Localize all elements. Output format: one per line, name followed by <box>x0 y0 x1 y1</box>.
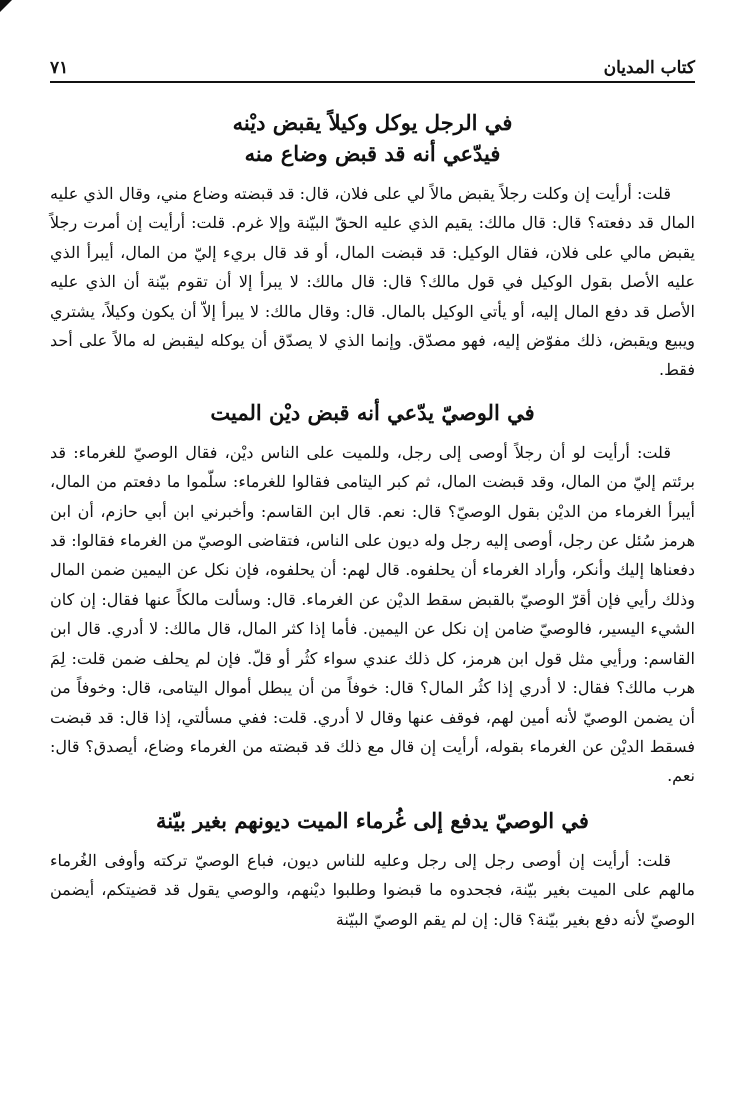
section-title-line: فيدّعي أنه قد قبض وضاع منه <box>244 141 501 166</box>
section-title-agent <box>50 107 695 169</box>
page-header <box>50 48 695 83</box>
book-page <box>50 48 695 934</box>
section-paragraph-agent: قلت: أرأيت إن وكلت رجلاً يقبض مالاً لي على فلان، قال: قد قبضته وضاع مني، وقال الذي عليه المال قد دفعته؟ قال: قال مالك: يقيم الذي عليه الحقّ البيّنة وإلا غرم. قلت: أرأيت إن أمرت رجلاً يقبض مالي على فلان، فقال الوكيل: قد قبضت المال، أو قد قال بريء إليّ من المال، أيبرأ الذي عليه الأصل بقول الوكيل في قول مالك؟ قال: قال مالك: لا يبرأ إلا أن تقوم بيّنة أن الذي عليه الأصل قد دفع المال إليه، أو يأتي الوكيل بالمال. قال: وقال مالك: لا يبرأ إلاّ أن يكون وكيلاً، يشتري ويبيع ويقبض، ذلك مفوّض إليه، فهو مصدّق. وإنما الذي لا يصدّق أن يوكله ليقبض له مالاً على أحد فقط. <box>50 184 695 380</box>
section-title-line: في الوصيّ يدّعي أنه قبض دیْن الميت <box>210 399 535 425</box>
book-title: كتاب المديان <box>603 58 695 78</box>
page-corner-mark <box>0 0 12 12</box>
section-title-line: في الوصيّ يدفع إلى غُرماء الميت ديونهم بغير بيّنة <box>156 807 589 833</box>
section-title-line: في الرجل يوكل وكيلاً يقبض ديْنه <box>232 110 513 135</box>
page-number: ٧١ <box>50 58 69 78</box>
section-title-executor-pays <box>50 805 695 836</box>
section-paragraph-executor-claims: قلت: أرأيت لو أن رجلاً أوصى إلى رجل، وللميت على الناس ديْن، فقال الوصيّ للغرماء: قد برئتم إليّ من المال، وقد قبضت المال، ثم كبر اليتامى فقالوا للغرماء: سلّموا ما دفعتم من المال، أيبرأ الغرماء من الديْن بقول الوصيّ؟ قال: نعم. قال ابن القاسم: وأخبرني ابن أبي حازم، أن ابن هرمز سُئل عن رجل، أوصى إليه رجل وله ديون على الناس، فتقاضى الوصيّ من الغرماء فقالوا: قد دفعناها إليك وأنكر، وأراد الغرماء أن يحلفوه. قال لهم: أن يحلفوه، فإن نكل عن اليمين ضمن المال وذلك رأيي فإن أقرّ الوصيّ بالقبض سقط الديْن عن الغرماء. قال: وسألت مالكاً عنها فقال: إن كان الشيء اليسير، فالوصيّ ضامن إن نكل عن اليمين. فأما إذا كثر المال، قال مالك: لا أدري. قال ابن القاسم: ورأيي مثل قول ابن هرمز، كل ذلك عندي سواء كثُر أو قلّ. فإن لم يحلف ضمن قلت: لِمَ هرب مالك؟ فقال: لا أدري إذا كثُر المال؟ قال: خوفاً من أن يبطل أموال اليتامى، قال: وخوفاً من أن يضمن الوصيّ لأنه أمين لهم، فوقف عنها وقال لا أدري. قلت: ففي مسألتي، إذا قال: قد قبضت فسقط الديْن عن الغرماء بقوله، أرأيت إن قال مع ذلك قد قبضته من الغرماء وضاع، أيصدق؟ قال: نعم. <box>50 442 695 786</box>
section-paragraph-executor-pays: قلت: أرأيت إن أوصى رجل إلى رجل وعليه للناس ديون، فباع الوصيّ تركته وأوفى الغُرماء مالهم على الميت بغير بيّنة، فجحدوه ما قبضوا وطلبوا ديْنهم، والوصي يقول قد قضيتكم، أيضمن الوصيّ لأنه دفع بغير بيّنة؟ قال: إن لم يقم الوصيّ البيّنة <box>50 850 695 929</box>
section-title-executor-claims <box>50 397 695 428</box>
